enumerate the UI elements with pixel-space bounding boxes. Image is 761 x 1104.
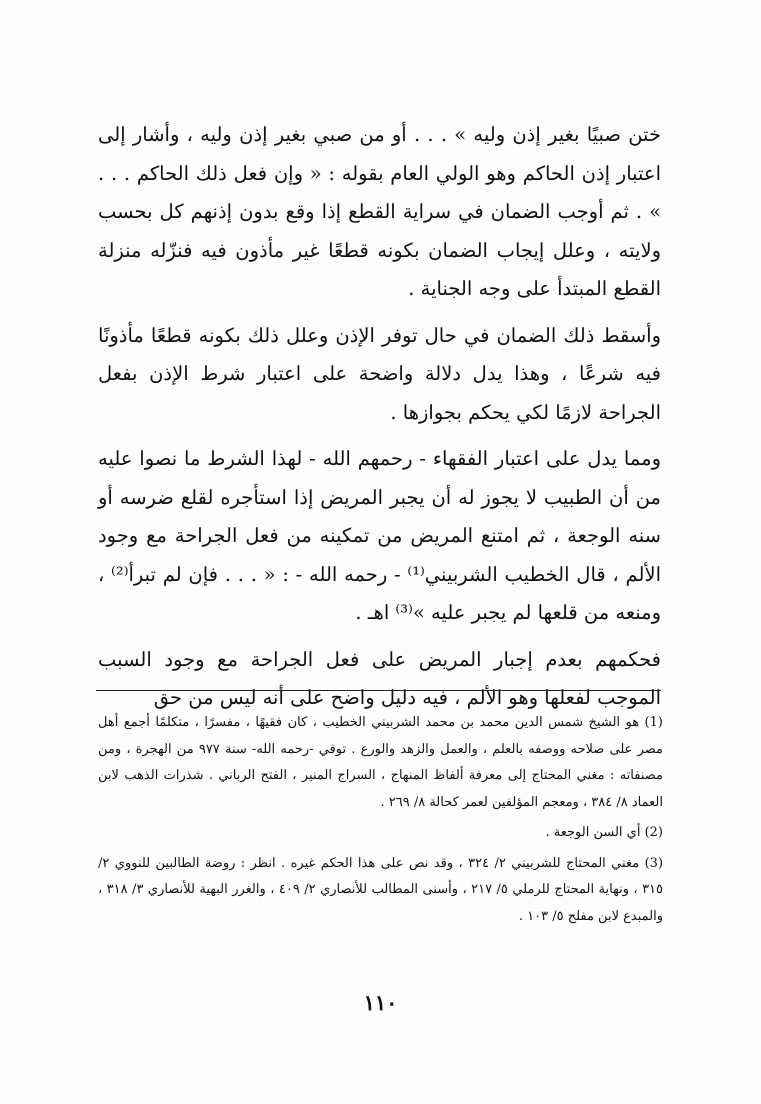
footnote-3: (3) مغني المحتاج للشربيني ٢/ ٣٢٤ ، وقد نص على هذا الحكم غيره . انظر : روضة الطالبين للنووي ٢/ ٣١٥ ، ونهاية المحتاج للرملي ٥/ ٢١٧ ، وأسنى المطالب للأنصاري ٢/ ٤٠٩ ، والغرر البهية للأنصاري ٣/ ٣١٨ ، والمبدع لابن مفلح ٥/ ١٠٣ .: [98, 855, 664, 924]
main-body-text: [98, 116, 661, 718]
footnote-divider: [96, 690, 661, 691]
footnote-2: (2) أي السن الوجعة .: [545, 825, 663, 840]
page-number: ١١٠: [363, 990, 398, 1015]
body-paragraph-4: فحكمهم بعدم إجبار المريض على فعل الجراحة مع وجود السبب الموجب لفعلها وهو الألم ، فيه دليل واضح على أنه ليس من حق: [98, 647, 661, 709]
body-paragraph-2: وأسقط ذلك الضمان في حال توفر الإذن وعلل ذلك بكونه قطعًا مأذونًا فيه شرعًا ، وهذا يدل دلالة واضحة على اعتبار شرط الإذن بفعل الجراحة لازمًا لكي يحكم بجوازها .: [98, 323, 661, 424]
body-paragraph-1: ختن صبيًا بغير إذن وليه » . . . أو من صبي بغير إذن وليه ، وأشار إلى اعتبار إذن الحاكم وهو الولي العام بقوله : « وإن فعل ذلك الحاكم . . . » . ثم أوجب الضمان في سراية القطع إذا وقع بدون إذنهم كل بحسب ولايته ، وعلل إيجاب الضمان بكونه قطعًا غير مأذون فيه فنزّله منزلة القطع المبتدأ على وجه الجناية .: [98, 123, 661, 300]
footnote-1: (1) هو الشيخ شمس الدين محمد بن محمد الشربيني الخطيب ، كان فقيهًا ، مفسرًا ، متكلمًا أجمع أهل مصر على صلاحه ووصفه بالعلم ، والعمل والزهد والورع . توفي -رحمه الله- سنة ٩٧٧ من الهجرة ، ومن مصنفاته : مغني المحتاج إلى معرفة ألفاظ المنهاج ، السراج المنير ، الفتح الرباني . شذرات الذهب لابن العماد ٨/ ٣٨٤ ، ومعجم المؤلفين لعمر كحالة ٨/ ٢٦٩ .: [98, 715, 663, 810]
body-paragraph-3: ومما يدل على اعتبار الفقهاء - رحمهم الله - لهذا الشرط ما نصوا عليه من أن الطبيب لا يجوز له أن يجبر المريض إذا استأجره لقلع ضرسه أو سنه الوجعة ، ثم امتنع المريض من تمكينه من فعل الجراحة مع وجود الألم ، قال الخطيب الشربيني⁽¹⁾ - رحمه الله - : « . . . فإن لم تبرأ⁽²⁾ ، ومنعه من قلعها لم يجبر عليه »⁽³⁾ اهـ .: [98, 447, 661, 624]
footnotes-section: [98, 710, 663, 930]
